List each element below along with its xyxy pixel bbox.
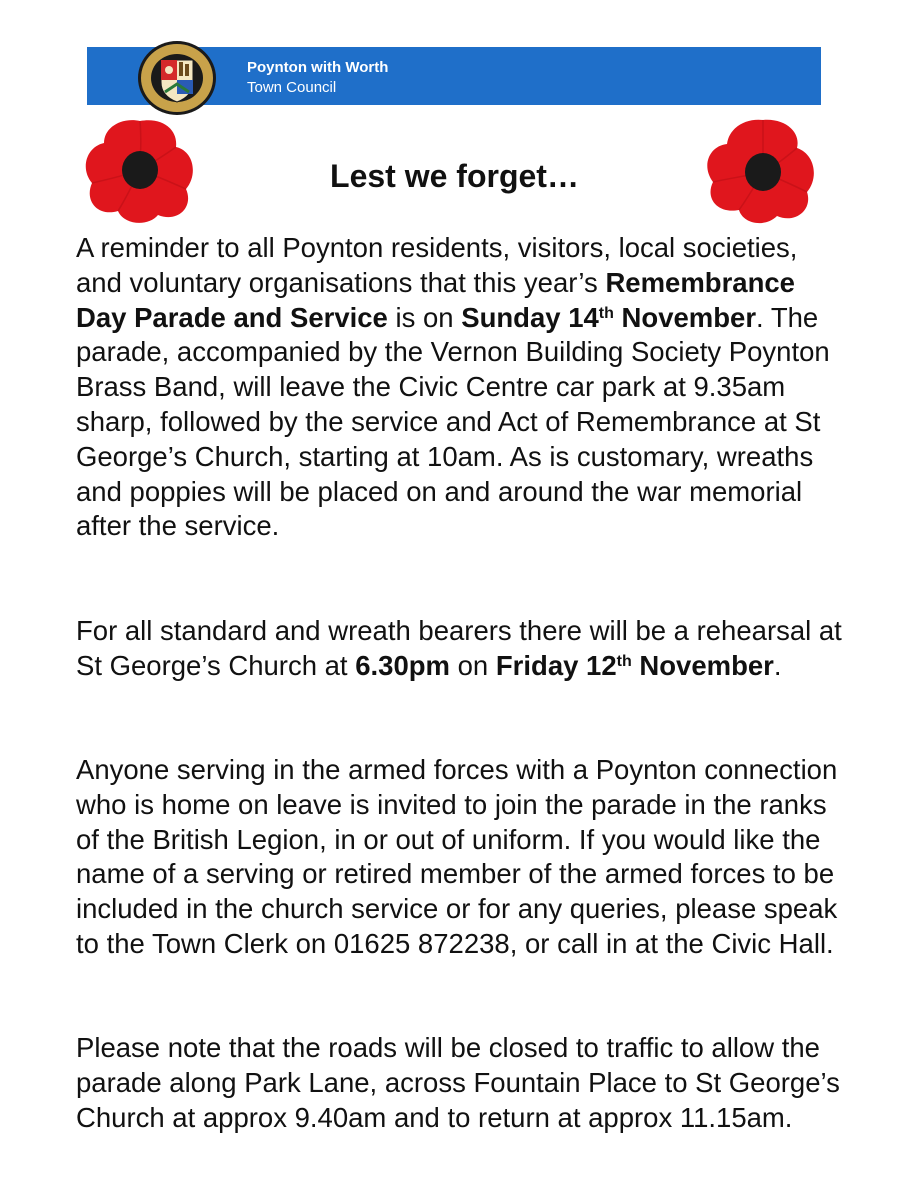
council-name-line1: Poynton with Worth — [247, 59, 389, 76]
council-name — [247, 58, 388, 98]
text-segment: For all standard and wreath bearers there will be a rehearsal at St George’s Church at — [76, 615, 842, 681]
council-name-line2: Town Council — [247, 79, 337, 96]
rehearsal-month: November — [631, 649, 774, 681]
paragraph-rehearsal — [76, 614, 846, 684]
text-segment: A reminder to all Poynton residents, visitors, local societies, and voluntary organisations that this year’s — [76, 232, 798, 298]
rehearsal-date — [496, 650, 774, 681]
text-segment: is on — [387, 301, 462, 333]
text-segment: . The parade, accompanied by the Vernon Building Society Poynton Brass Band, will leave the Civic Centre car park at 9.35am sharp, followed by the service and Act of Remembrance at St George’s Church, starting at 10am. As is customary, wreaths and poppies will be placed on and around the war memorial after the service. — [76, 301, 830, 542]
text-segment: on — [450, 649, 496, 681]
event-date — [461, 302, 756, 333]
text-segment: . — [773, 649, 782, 681]
rehearsal-time: 6.30pm — [355, 649, 450, 681]
page-title: Lest we forget… — [330, 158, 579, 194]
paragraph-armed-forces: Anyone serving in the armed forces with a Poynton connection who is home on leave is invited to join the parade in the ranks of the British Legion, in or out of uniform. If you would like the name of a serving or retired member of the armed forces to be included in the church service or for any queries, please speak to the Town Clerk on 01625 872238, or call in at the Civic Hall. — [76, 754, 838, 959]
ordinal-suffix: th — [616, 652, 632, 670]
event-day: Sunday 14 — [461, 301, 599, 333]
paragraph-parade-details — [76, 231, 846, 544]
council-crest-logo — [137, 40, 217, 116]
paragraph-road-closures: Please note that the roads will be closed to traffic to allow the parade along Park Lane, across Fountain Place to St George’s Church at approx 9.40am and to return at approx 11.15am. — [76, 1032, 840, 1133]
rehearsal-day: Friday 12 — [495, 649, 617, 681]
event-name: Remembrance Day Parade and Service — [76, 266, 795, 333]
event-month: November — [613, 301, 757, 333]
ordinal-suffix: th — [598, 304, 614, 322]
